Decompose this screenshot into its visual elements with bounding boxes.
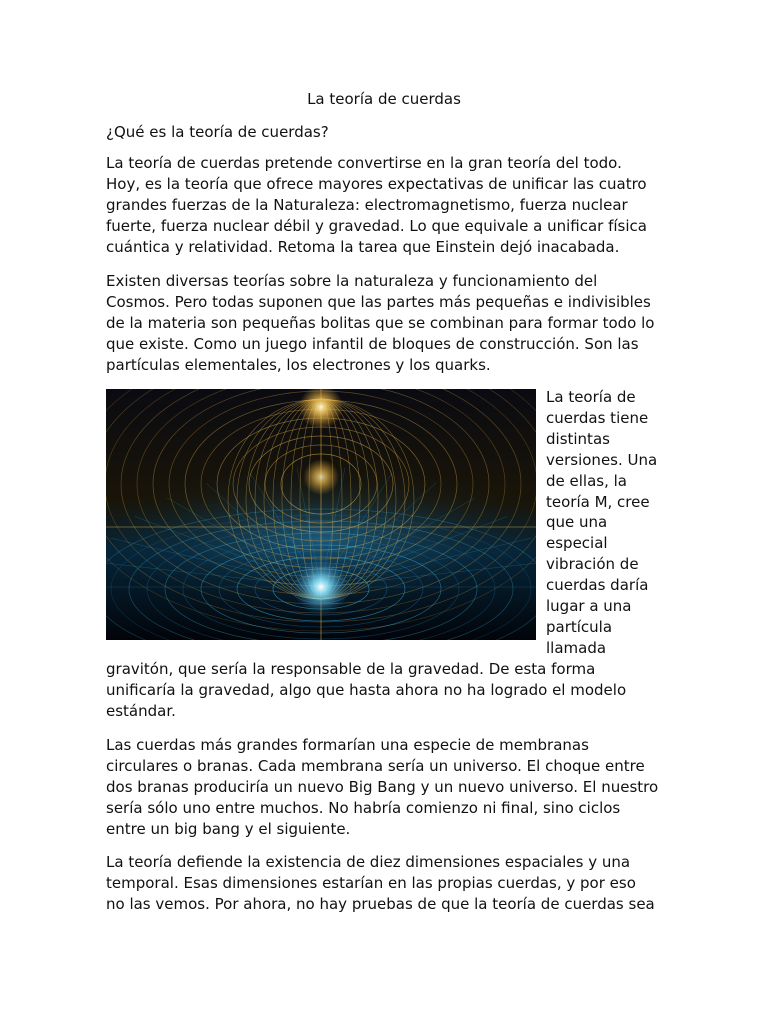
- figure-center-glow: [303, 459, 339, 495]
- paragraph-2: Existen diversas teorías sobre la naturaleza y funcionamiento del Cosmos. Pero todas suponen que las partes más pequeñas e indivisibles de la materia son pequeñas bolitas que se combinan para formar todo lo que existe. Como un juego infantil de bloques de construcción. Son las partículas elementales, los electrones y los quarks.: [106, 272, 655, 374]
- document-title: La teoría de cuerdas: [307, 90, 461, 108]
- section-question: ¿Qué es la teoría de cuerdas?: [106, 123, 329, 141]
- paragraph-4: Las cuerdas más grandes formarían una especie de membranas circulares o branas. Cada membrana sería un universo. El choque entre dos branas produciría un nuevo Big Bang y un nuevo universo. El nuestro sería sólo uno entre muchos. No habría comienzo ni final, sino ciclos entre un big bang y el siguiente.: [106, 736, 659, 838]
- string-theory-illustration: [106, 389, 536, 640]
- paragraph-3-side: La teoría de cuerdas tiene distintas versiones. Una de ellas, la teoría M, cree que una especial vibración de cuerdas daría lugar a una partícula llamada: [546, 388, 658, 657]
- paragraph-5: La teoría defiende la existencia de diez dimensiones espaciales y una temporal. Esas dimensiones estarían en las propias cuerdas, y por eso no las vemos. Por ahora, no hay pruebas de que la teoría de cuerdas sea: [106, 853, 655, 913]
- figure-bottom-glow: [293, 559, 349, 615]
- paragraph-3-continuation: gravitón, que sería la responsable de la gravedad. De esta forma unificaría la gravedad, algo que hasta ahora no ha logrado el modelo estándar.: [106, 660, 627, 720]
- paragraph-1: La teoría de cuerdas pretende convertirse en la gran teoría del todo. Hoy, es la teoría que ofrece mayores expectativas de unificar las cuatro grandes fuerzas de la Naturaleza: electromagnetismo, fuerza nuclear fuerte, fuerza nuclear débil y gravedad. Lo que equivale a unificar física cuántica y relatividad. Retoma la tarea que Einstein dejó inacabada.: [106, 154, 647, 256]
